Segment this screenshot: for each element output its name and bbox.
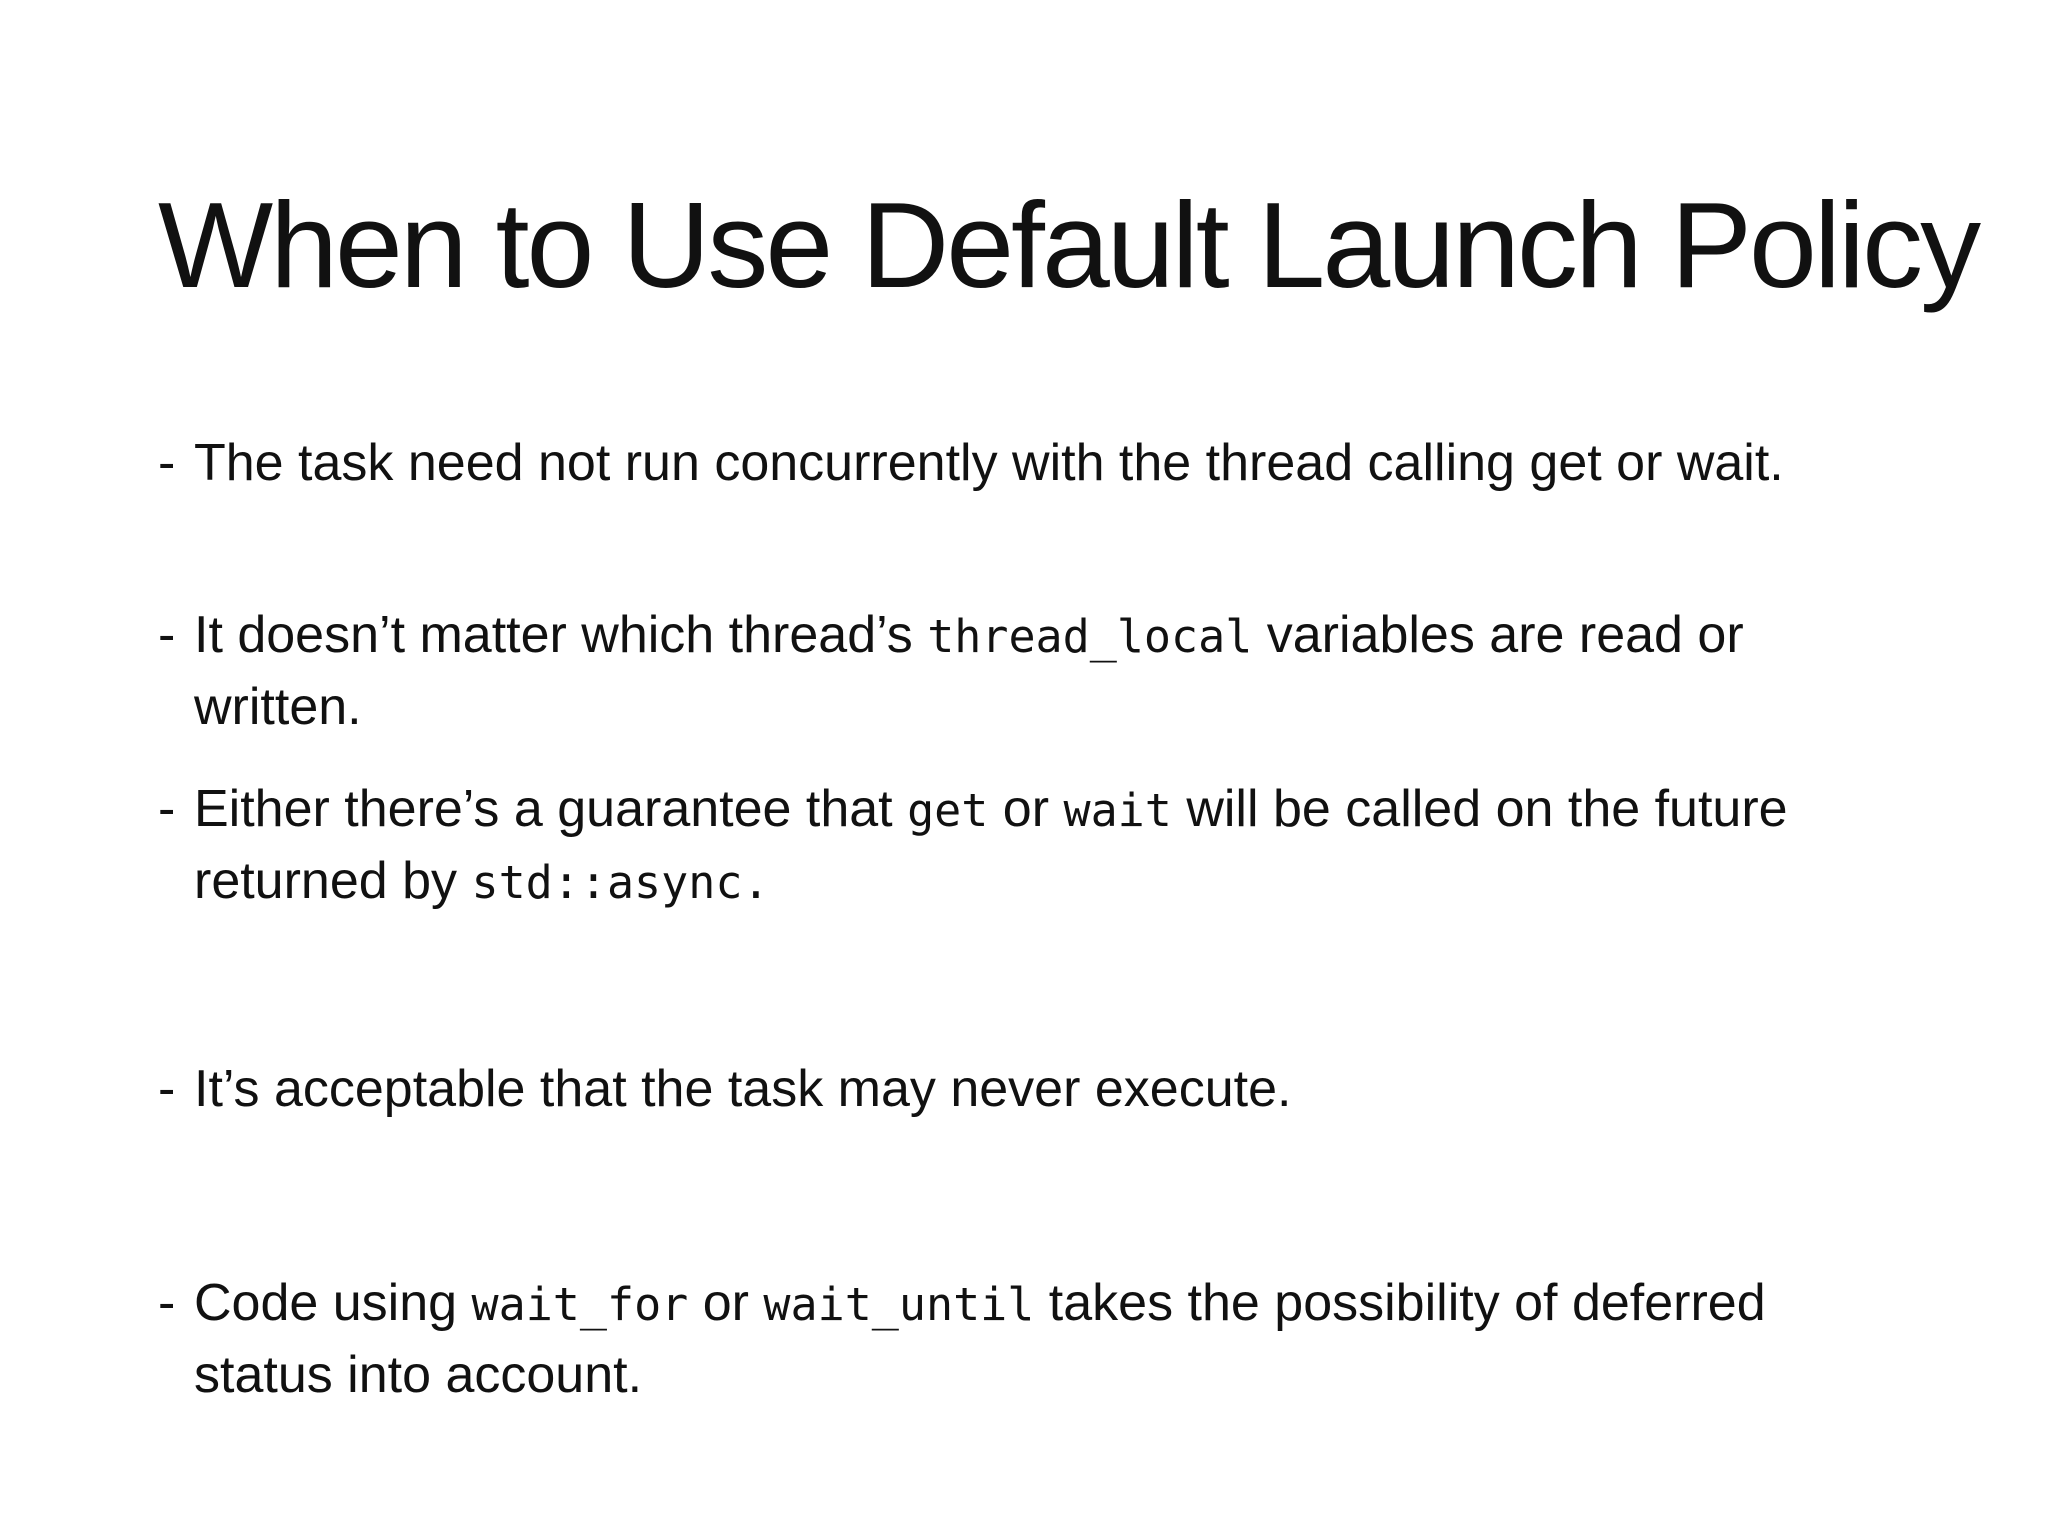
bullet-dash: - — [158, 1274, 176, 1332]
code-wait: wait — [1063, 784, 1172, 837]
bullet-item-1 — [158, 428, 1918, 498]
bullet-text — [194, 600, 1918, 742]
bullet-item-2 — [158, 600, 1918, 742]
code-get: get — [907, 784, 989, 837]
bullet-text-segment: variables are read or written. — [194, 606, 1744, 736]
bullet-dash: - — [158, 606, 176, 664]
bullet-item-3 — [158, 774, 1918, 918]
bullet-dash: - — [158, 780, 176, 838]
bullet-dash: - — [158, 1060, 176, 1118]
bullet-text-segment: It doesn’t matter which thread’s — [194, 606, 928, 664]
code-std-async: std::async. — [471, 856, 770, 909]
bullet-text-segment: or — [988, 780, 1064, 838]
bullet-text-segment: takes the possibility of deferred status into account. — [194, 1274, 1766, 1404]
bullet-text-segment: Code using — [194, 1274, 472, 1332]
bullet-text — [194, 1054, 1918, 1124]
bullet-text-segment: It’s acceptable that the task may never execute. — [194, 1060, 1292, 1118]
bullet-text-segment: Either there’s a guarantee that — [194, 780, 908, 838]
bullet-text — [194, 428, 1918, 498]
slide-title: When to Use Default Launch Policy — [158, 177, 1979, 313]
bullet-item-5 — [158, 1268, 1918, 1410]
bullet-text-segment: or — [688, 1274, 764, 1332]
bullet-item-4 — [158, 1054, 1918, 1124]
bullet-text-segment: will be called on the future returned by — [194, 780, 1788, 910]
bullet-text — [194, 1268, 1918, 1410]
code-wait-for: wait_for — [471, 1278, 689, 1331]
bullet-text — [194, 774, 1918, 918]
code-thread-local: thread_local — [927, 610, 1253, 663]
code-wait-until: wait_until — [763, 1278, 1035, 1331]
bullet-text-segment: The task need not run concurrently with the thread calling get or wait. — [194, 434, 1784, 492]
bullet-dash: - — [158, 434, 176, 492]
